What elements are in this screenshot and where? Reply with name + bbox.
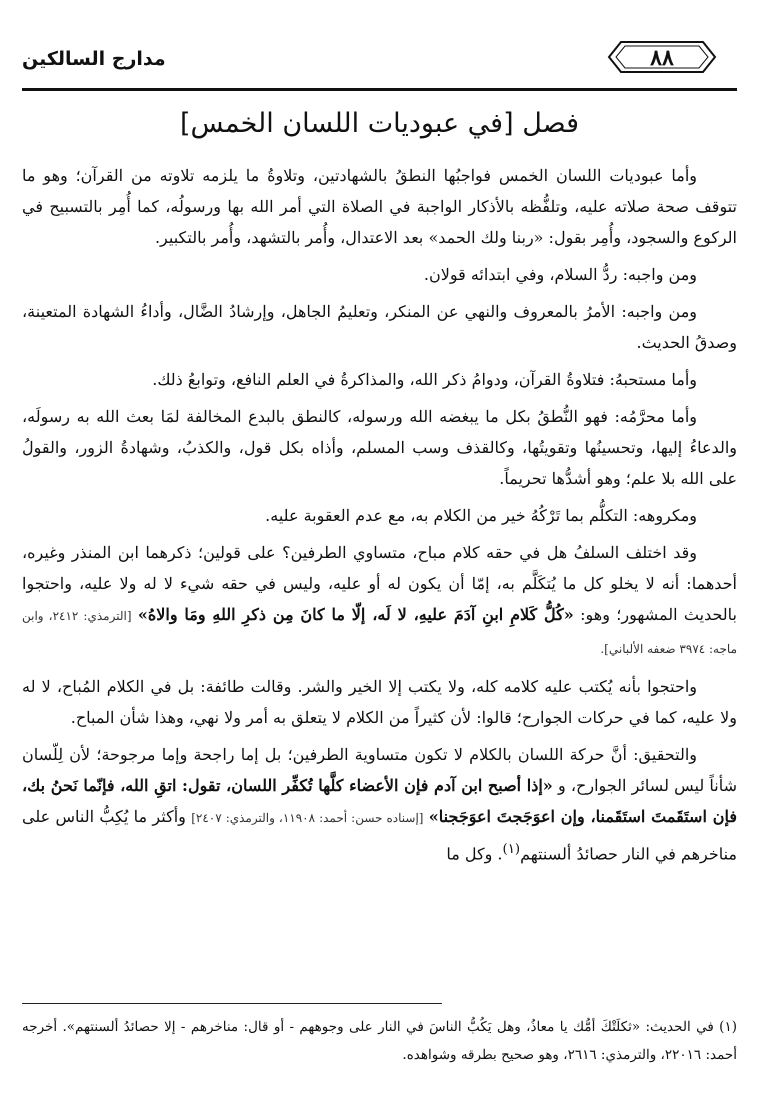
footnote-marker: (١) (502, 842, 521, 857)
paragraph-text: وأكثر ما يُكِبُّ الناس على مناخرهم في النار حصائدُ ألسنتهم (22, 807, 737, 864)
paragraph-text: . وكل ما (446, 844, 503, 864)
paragraph-text: والتحقيق: أنَّ حركة اللسان بالكلام لا تكون متساوية الطرفين؛ بل إما راجحة وإما مرجوحة؛ لأن لِلّسان شأناً ليس لسائر الجوارح، و (22, 745, 737, 795)
running-header (22, 38, 737, 92)
body-text (22, 160, 737, 875)
paragraph: وأما عبوديات اللسان الخمس فواجبُها النطقُ بالشهادتين، وتلاوةُ ما يلزمه تلاوته من القرآن؛ وهو ما تتوقف صحة صلاته عليه، وتلفُّظه بالأذكار الواجبة في الصلاة التي أمر الله بها ورسولُه، كما أُمِر بالتسبيح في الركوع والسجود، وأُمِر بقول: «ربنا ولك الحمد» بعد الاعتدال، وأُمر بالتشهد، وأُمر بالتكبير. (22, 166, 737, 247)
footnote-divider (22, 1003, 442, 1004)
citation: [الترمذي: ٢٤١٢، وابن ماجه: ٣٩٧٤ ضعفه الألباني]. (22, 609, 737, 656)
paragraph (22, 537, 737, 665)
paragraph: واحتجوا بأنه يُكتب عليه كلامه كله، ولا يكتب إلا الخير والشر. وقالت طائفة: بل في الكلام المُباح، لا له ولا عليه، كما في حركات الجوارح؛ قالوا: لأن كثيراً من الكلام لا يتعلق به أمر ولا نهي، وهذا شأن المباح. (22, 677, 737, 727)
paragraph (22, 739, 737, 869)
paragraph-text: وقد اختلف السلفُ هل في حقه كلام مباح، متساوي الطرفين؟ على قولين؛ ذكرهما ابن المنذر وغيره، أحدهما: أنه لا يخلو كل ما يُتكَلَّم به، إمّا أن يكون له أو عليه، وليس في حقه شيء لا له ولا عليه، واحتجوا بالحديث المشهور؛ وهو: (22, 543, 738, 624)
paragraph: ومن واجبه: ردُّ السلام، وفي ابتدائه قولان. (423, 265, 697, 284)
hadith-quote: «كُلُّ كَلامِ ابنِ آدَمَ عليهِ، لا لَه، إلّا ما كانَ مِن ذكرِ اللهِ ومَا والاهُ» (137, 605, 574, 624)
footnote: (١) في الحديث: «ثكلَتْكَ أمُّك يا معاذُ، وهل يَكُبُّ الناسَ في النار على وجوههم - أو قال: مناخرهم - إلا حصائدُ ألسنتهم». أخرجه أحمد: ٢٢٠١٦، والترمذي: ٢٦١٦، وهو صحيح بطرقه وشواهده. (22, 1019, 737, 1063)
book-title: مدارج السالكين (22, 48, 166, 70)
paragraph: وأما مستحبهُ: فتلاوةُ القرآن، ودوامُ ذكر الله، والمذاكرةُ في العلم النافع، وتوابعُ ذلك. (152, 370, 697, 389)
paragraph: وأما محرَّمُه: فهو النُّطقُ بكل ما يبغضه الله ورسوله، كالنطق بالبدع المخالفة لمَا بعث الله به رسولَه، والدعاءُ إليها، وتحسينُها وتقويتُها، وكالقذف وسب المسلم، وأذاه بكل قول، والكذبُ، وشهادةُ الزور، والقولُ على الله بلا علم؛ وهو أشدُّها تحريماً. (22, 407, 738, 488)
page-number: ٨٨ (650, 45, 674, 71)
header-divider (22, 88, 737, 91)
citation: [إسناده حسن: أحمد: ١١٩٠٨، والترمذي: ٢٤٠٧] (191, 811, 424, 825)
paragraph: ومكروهه: التكلُّم بما تَرْكُهُ خير من الكلام به، مع عدم العقوبة عليه. (265, 506, 697, 525)
page-number-badge (607, 40, 717, 74)
paragraph: ومن واجبه: الأمرُ بالمعروف والنهي عن المنكر، وتعليمُ الجاهل، وإرشادُ الضَّال، وأداءُ الشهادة المتعينة، وصدقُ الحديث. (22, 302, 737, 352)
section-heading: فصل [في عبوديات اللسان الخمس] (180, 108, 579, 139)
hadith-quote: «إذا أصبح ابن آدم فإن الأعضاء كلَّها تُكفِّر اللسان، تقول: اتقِ الله، فإنّما نَحنُ بك، فإن استَقَمتَ استَقَمنا، وإن اعوَجَجتَ اعوَجَجنا» (22, 776, 737, 826)
